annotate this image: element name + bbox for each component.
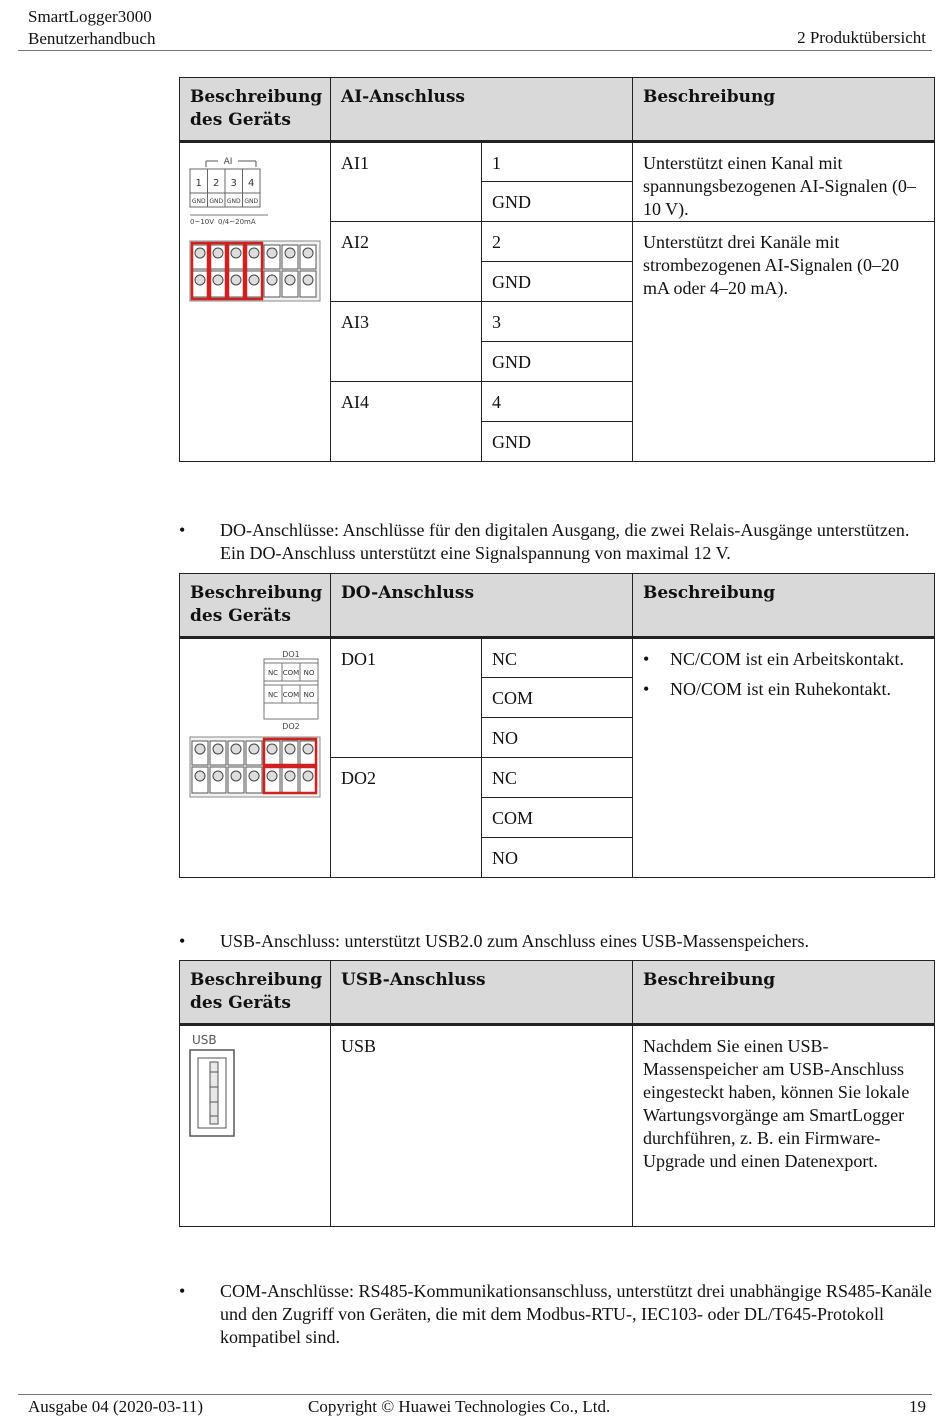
footer-rule xyxy=(18,1394,932,1395)
do-terminal-diagram xyxy=(188,645,328,805)
ai-terminal-diagram xyxy=(188,149,328,309)
bullet-dot: • xyxy=(179,520,186,540)
bullet-dot: • xyxy=(179,1281,186,1301)
ai-pin-number: 1 xyxy=(195,178,202,189)
do1-nc: NC xyxy=(482,638,633,678)
col-usb-port: USB-Anschluss xyxy=(331,961,633,1025)
do-note-no-com: • NO/COM ist ein Ruhekontakt. xyxy=(643,678,924,701)
com-bullet-text: COM-Anschlüsse: RS485-Kommunikationsanschluss, unterstützt drei unabhängige RS485-Kanäle und den Zugriff von Geräten, die mit dem Modbus-RTU-, IEC103- oder DL/T645-Protokoll kompatibel sind. xyxy=(220,1281,932,1347)
col-device-description: Beschreibung des Geräts xyxy=(180,574,331,638)
col-ai-port: AI-Anschluss xyxy=(331,78,633,142)
terminal-screw xyxy=(267,275,277,285)
do-pin-label: NC xyxy=(267,691,279,699)
terminal-screw xyxy=(195,771,205,781)
ai1-description: Unterstützt einen Kanal mit spannungsbezogenen AI-Signalen (0–10 V). xyxy=(633,142,935,222)
ai-pin-number: 4 xyxy=(248,178,255,189)
col-do-port: DO-Anschluss xyxy=(331,574,633,638)
terminal-screw xyxy=(249,275,259,285)
ai-pin-gnd: GND xyxy=(244,198,259,205)
terminal-screw xyxy=(303,744,313,754)
usb-device-image xyxy=(180,1025,331,1227)
do-pin-label: NO xyxy=(303,669,315,677)
terminal-screw xyxy=(285,744,295,754)
terminal-screw xyxy=(213,744,223,754)
usb-label: USB xyxy=(331,1025,633,1227)
terminal-screw xyxy=(213,275,223,285)
do2-diagram-label: DO2 xyxy=(282,722,300,731)
ai4-label: AI4 xyxy=(331,382,482,462)
ai2-pin: 2 xyxy=(482,222,633,262)
ai4-pin: 4 xyxy=(482,382,633,422)
do-port-table xyxy=(179,573,935,878)
do2-no: NO xyxy=(482,838,633,878)
ai-pin-gnd: GND xyxy=(209,198,224,205)
ai1-gnd: GND xyxy=(482,182,633,222)
col-device-description: Beschreibung des Geräts xyxy=(180,961,331,1025)
header-chapter: 2 Produktübersicht xyxy=(797,28,926,47)
col-device-description: Beschreibung des Geräts xyxy=(180,78,331,142)
header-doc-title: Benutzerhandbuch xyxy=(28,29,156,48)
do-bullet-text: DO-Anschlüsse: Anschlüsse für den digitalen Ausgang, die zwei Relais-Ausgänge unterstützen. Ein DO-Anschluss unterstützt eine Signalspannung von maximal 12 V. xyxy=(220,520,910,563)
do2-nc: NC xyxy=(482,758,633,798)
terminal-screw xyxy=(213,771,223,781)
do-note-nc-com: • NC/COM ist ein Arbeitskontakt. xyxy=(643,648,924,671)
usb-diagram-label: USB xyxy=(192,1033,217,1047)
bullet-dot: • xyxy=(179,931,186,951)
terminal-screw xyxy=(195,275,205,285)
terminal-screw xyxy=(231,275,241,285)
terminal-screw xyxy=(267,248,277,258)
ai-diagram-title: AI xyxy=(223,157,233,167)
do-pin-label: NO xyxy=(303,691,315,699)
ai2-4-description: Unterstützt drei Kanäle mit strombezogenen AI-Signalen (0–20 mA oder 4–20 mA). xyxy=(633,222,935,462)
ai-pin-number: 2 xyxy=(213,178,220,189)
usb-bullet-text: USB-Anschluss: unterstützt USB2.0 zum Anschluss eines USB-Massenspeichers. xyxy=(220,931,809,951)
do1-label: DO1 xyxy=(331,638,482,758)
ai-range-voltage: 0~10V xyxy=(190,218,215,226)
ai2-label: AI2 xyxy=(331,222,482,302)
do1-com: COM xyxy=(482,678,633,718)
col-description: Beschreibung xyxy=(633,574,935,638)
do2-com: COM xyxy=(482,798,633,838)
terminal-screw xyxy=(195,744,205,754)
ai4-gnd: GND xyxy=(482,422,633,462)
ai3-pin: 3 xyxy=(482,302,633,342)
ai3-label: AI3 xyxy=(331,302,482,382)
do-description xyxy=(633,638,935,878)
col-description: Beschreibung xyxy=(633,78,935,142)
terminal-screw xyxy=(231,771,241,781)
terminal-screw xyxy=(195,248,205,258)
ai1-pin: 1 xyxy=(482,142,633,182)
terminal-screw xyxy=(303,248,313,258)
terminal-screw xyxy=(303,771,313,781)
usb-port-table xyxy=(179,960,935,1227)
col-description: Beschreibung xyxy=(633,961,935,1025)
ai-pin-number: 3 xyxy=(230,178,237,189)
page-number: 19 xyxy=(909,1397,926,1416)
do-pin-label: COM xyxy=(282,691,300,699)
ai-port-table xyxy=(179,77,935,462)
do-pin-label: COM xyxy=(282,669,300,677)
ai-pin-gnd: GND xyxy=(226,198,241,205)
terminal-screw xyxy=(303,275,313,285)
terminal-screw xyxy=(249,771,259,781)
footer-issue: Ausgabe 04 (2020-03-11) xyxy=(28,1397,203,1416)
terminal-screw xyxy=(285,248,295,258)
usb-port-diagram xyxy=(188,1032,248,1142)
ai-range-current: 0/4~20mA xyxy=(218,218,256,226)
usb-description: Nachdem Sie einen USB-Massenspeicher am USB-Anschluss eingesteckt haben, können Sie lokale Wartungsvorgänge am SmartLogger durchführen, z. B. ein Firmware-Upgrade und einen Datenexport. xyxy=(633,1025,935,1227)
terminal-screw xyxy=(267,771,277,781)
terminal-screw xyxy=(249,744,259,754)
ai2-gnd: GND xyxy=(482,262,633,302)
terminal-screw xyxy=(231,248,241,258)
header-rule xyxy=(18,50,932,51)
ai-device-image xyxy=(180,142,331,462)
ai-pin-gnd: GND xyxy=(191,198,206,205)
do1-diagram-label: DO1 xyxy=(282,650,300,659)
footer-copyright: Copyright © Huawei Technologies Co., Ltd. xyxy=(308,1397,611,1416)
ai1-label: AI1 xyxy=(331,142,482,222)
terminal-screw xyxy=(249,248,259,258)
header-product: SmartLogger3000 xyxy=(28,7,152,26)
terminal-screw xyxy=(285,275,295,285)
terminal-screw xyxy=(285,771,295,781)
terminal-screw xyxy=(231,744,241,754)
do-device-image xyxy=(180,638,331,878)
do1-no: NO xyxy=(482,718,633,758)
ai3-gnd: GND xyxy=(482,342,633,382)
terminal-screw xyxy=(267,744,277,754)
do2-label: DO2 xyxy=(331,758,482,878)
do-pin-label: NC xyxy=(267,669,279,677)
terminal-screw xyxy=(213,248,223,258)
